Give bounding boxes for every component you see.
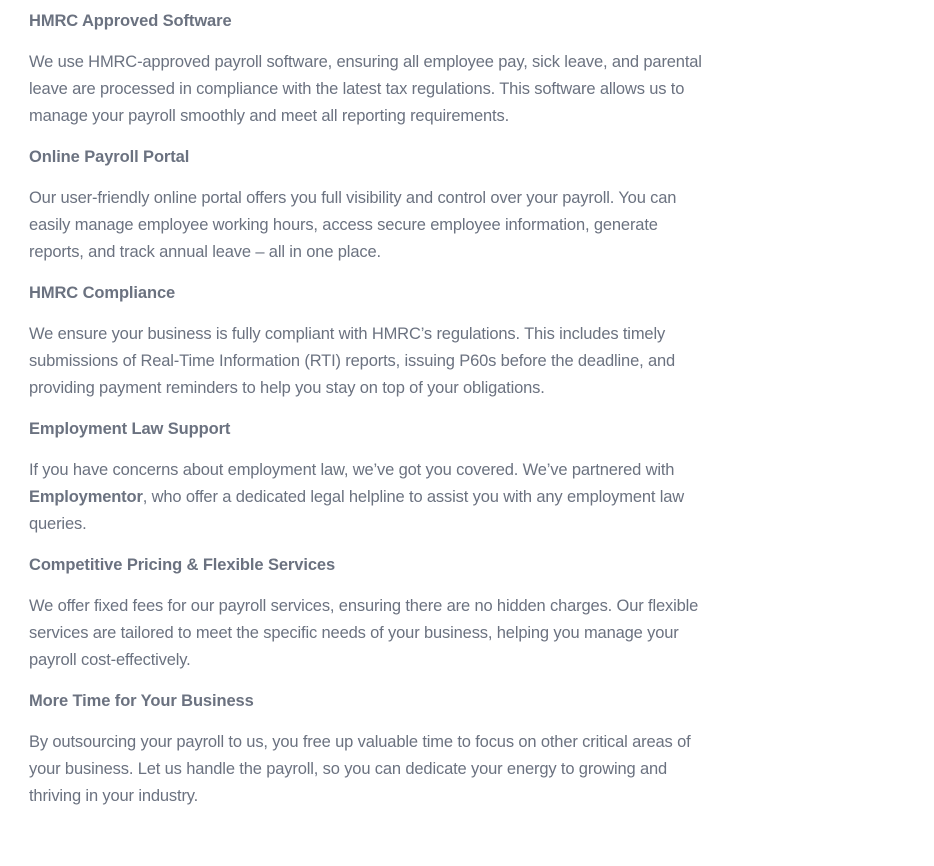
section-title: More Time for Your Business [29,692,254,710]
section-title: HMRC Approved Software [29,12,232,30]
section-body: Our user-friendly online portal offers you full visibility and control over your payroll. You can easily manage employee working hours, access secure employee information, generate reports, and track annual leave – all in one place. [29,189,677,261]
section-competitive-pricing [29,552,714,674]
body-text-before: If you have concerns about employment law, we’ve got you covered. We’ve partnered with [29,461,675,479]
section-body: We ensure your business is fully compliant with HMRC’s regulations. This includes timely submissions of Real-Time Information (RTI) reports, issuing P60s before the deadline, and providing payment reminders to help you stay on top of your obligations. [29,325,676,397]
payroll-benefits-content [29,8,714,824]
employmentor-name: Employmentor [29,488,143,506]
section-title: Online Payroll Portal [29,148,190,166]
section-body: We offer fixed fees for our payroll services, ensuring there are no hidden charges. Our flexible services are tailored to meet the specific needs of your business, helping you manage your payroll cost-effectively. [29,597,699,669]
section-title: HMRC Compliance [29,284,176,302]
section-body [29,457,714,538]
section-title: Competitive Pricing & Flexible Services [29,556,336,574]
section-more-time [29,688,714,810]
section-online-payroll-portal [29,144,714,266]
section-hmrc-approved-software [29,8,714,130]
section-title: Employment Law Support [29,420,231,438]
section-hmrc-compliance [29,280,714,402]
body-text-after: , who offer a dedicated legal helpline to assist you with any employment law queries. [29,488,685,533]
section-body: By outsourcing your payroll to us, you free up valuable time to focus on other critical areas of your business. Let us handle the payroll, so you can dedicate your energy to growing and thriving in your industry. [29,733,691,805]
section-employment-law-support [29,416,714,538]
section-body: We use HMRC-approved payroll software, ensuring all employee pay, sick leave, and parental leave are processed in compliance with the latest tax regulations. This software allows us to manage your payroll smoothly and meet all reporting requirements. [29,53,702,125]
